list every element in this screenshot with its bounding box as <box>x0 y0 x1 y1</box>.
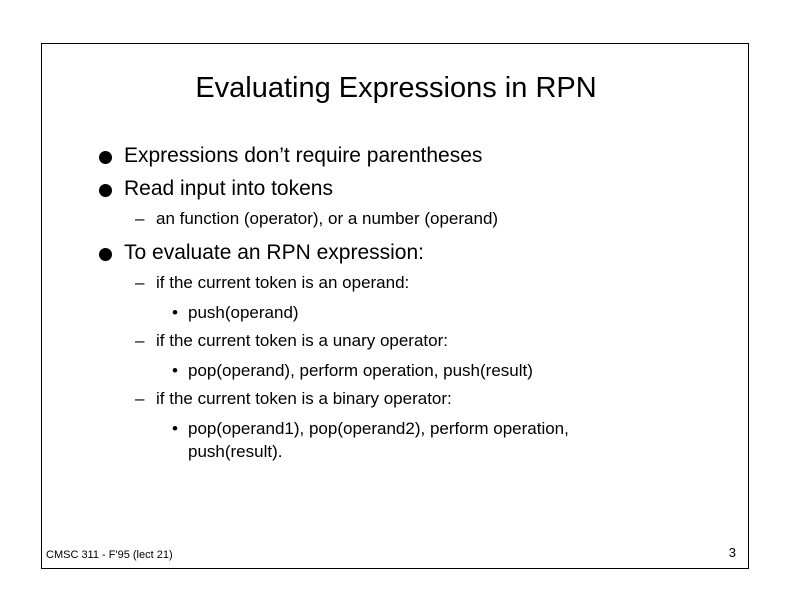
bullet-text: Read input into tokens <box>124 177 333 200</box>
slide-title: Evaluating Expressions in RPN <box>195 72 597 104</box>
bullet-text: Expressions don’t require parentheses <box>124 144 483 167</box>
bullet-disc-icon <box>99 248 112 261</box>
dot-icon: • <box>172 361 178 380</box>
dash-icon: – <box>135 389 145 408</box>
dash-icon: – <box>135 331 145 350</box>
sub-bullet-text: if the current token is an operand: <box>156 273 410 292</box>
item-text: push(result). <box>188 442 283 461</box>
item-text: pop(operand), perform operation, push(result) <box>188 361 533 380</box>
dash-icon: – <box>135 209 145 228</box>
dot-icon: • <box>172 419 178 438</box>
slide-frame <box>41 43 749 569</box>
item-text: pop(operand1), pop(operand2), perform operation, <box>188 419 569 438</box>
bullet-disc-icon <box>99 151 112 164</box>
bullet-text: To evaluate an RPN expression: <box>124 241 424 264</box>
sub-bullet-text: if the current token is a unary operator: <box>156 331 448 350</box>
item-text: push(operand) <box>188 303 299 322</box>
sub-bullet-text: an function (operator), or a number (operand) <box>156 209 499 228</box>
page-number: 3 <box>728 545 736 560</box>
footer-course: CMSC 311 - F'95 (lect 21) <box>46 549 173 561</box>
dash-icon: – <box>135 273 145 292</box>
bullet-disc-icon <box>99 184 112 197</box>
sub-bullet-text: if the current token is a binary operator: <box>156 389 452 408</box>
dot-icon: • <box>172 303 178 322</box>
